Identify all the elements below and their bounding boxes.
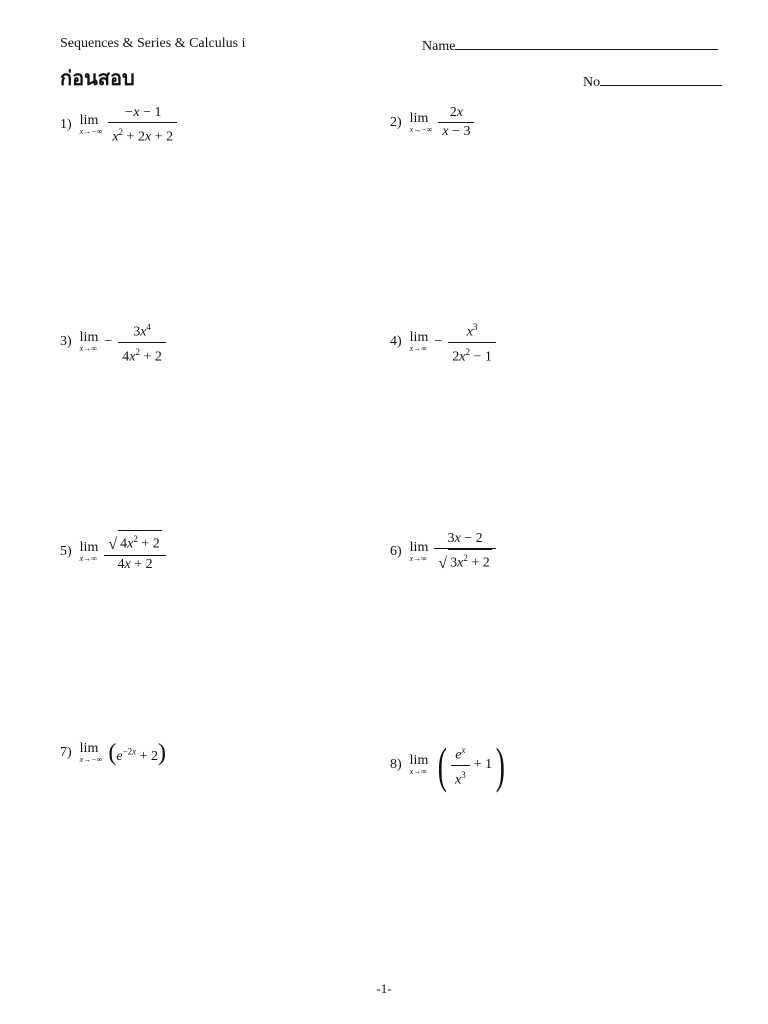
fraction: $\frac{3x^4}{4x^2 + 2}$	[118, 318, 166, 366]
page-number: -1-	[376, 981, 392, 996]
problem-number: 4)	[390, 334, 402, 350]
no-line[interactable]	[600, 72, 722, 86]
problem-number: 2)	[390, 114, 402, 130]
fraction: 3x − 2 √ $3x^2 + 2$	[434, 530, 495, 574]
limit-operator: lim x→∞	[409, 539, 429, 563]
limit-operator: lim x→∞	[79, 539, 99, 563]
expression: $(e^{-2x} + 2)$	[108, 740, 167, 766]
problem-number: 5)	[60, 543, 72, 559]
limit-operator: lim x→−∞	[409, 110, 433, 134]
problem-number: 6)	[390, 543, 402, 559]
negative-sign: −	[104, 334, 113, 350]
fraction: $\frac{2x}{x - 3}$	[438, 104, 474, 141]
limit-operator: lim x→∞	[409, 330, 429, 354]
problem-number: 8)	[390, 757, 402, 772]
number-field	[583, 72, 722, 91]
problem-number: 7)	[60, 745, 72, 760]
problem-5	[60, 530, 166, 574]
problem-6	[390, 530, 496, 574]
thai-title: ก่อนสอบ	[60, 66, 135, 90]
name-line[interactable]	[455, 36, 718, 50]
fraction: $\frac{e^x}{x^3}$	[451, 741, 470, 789]
fraction: √ $4x^2 + 2$ 4x + 2	[104, 530, 165, 574]
problem-8: 8) lim x→∞ ( $\frac{e^x}{x^3}$ + 1 )	[390, 737, 506, 793]
problem-4	[390, 318, 496, 366]
fraction: $\frac{-x - 1}{x^2 + 2x + 2}$	[108, 104, 177, 147]
problem-7	[60, 741, 166, 765]
problem-2	[390, 104, 474, 141]
limit-operator: lim x→∞	[79, 330, 99, 354]
limit-operator: lim x→∞	[409, 753, 429, 776]
no-label: No	[583, 75, 601, 90]
problem-3	[60, 318, 166, 366]
limit-operator: lim x→−∞	[79, 741, 103, 764]
problem-1	[60, 104, 177, 147]
limit-operator: lim x→−∞	[79, 113, 103, 137]
problem-number: 3)	[60, 334, 72, 350]
course-title: Sequences & Series & Calculus i	[60, 36, 246, 51]
negative-sign: −	[434, 334, 443, 350]
fraction: $\frac{x^3}{2x^2 - 1}$	[448, 318, 496, 366]
name-label: Name	[422, 39, 456, 54]
problem-number: 1)	[60, 117, 72, 133]
name-field	[422, 36, 718, 55]
